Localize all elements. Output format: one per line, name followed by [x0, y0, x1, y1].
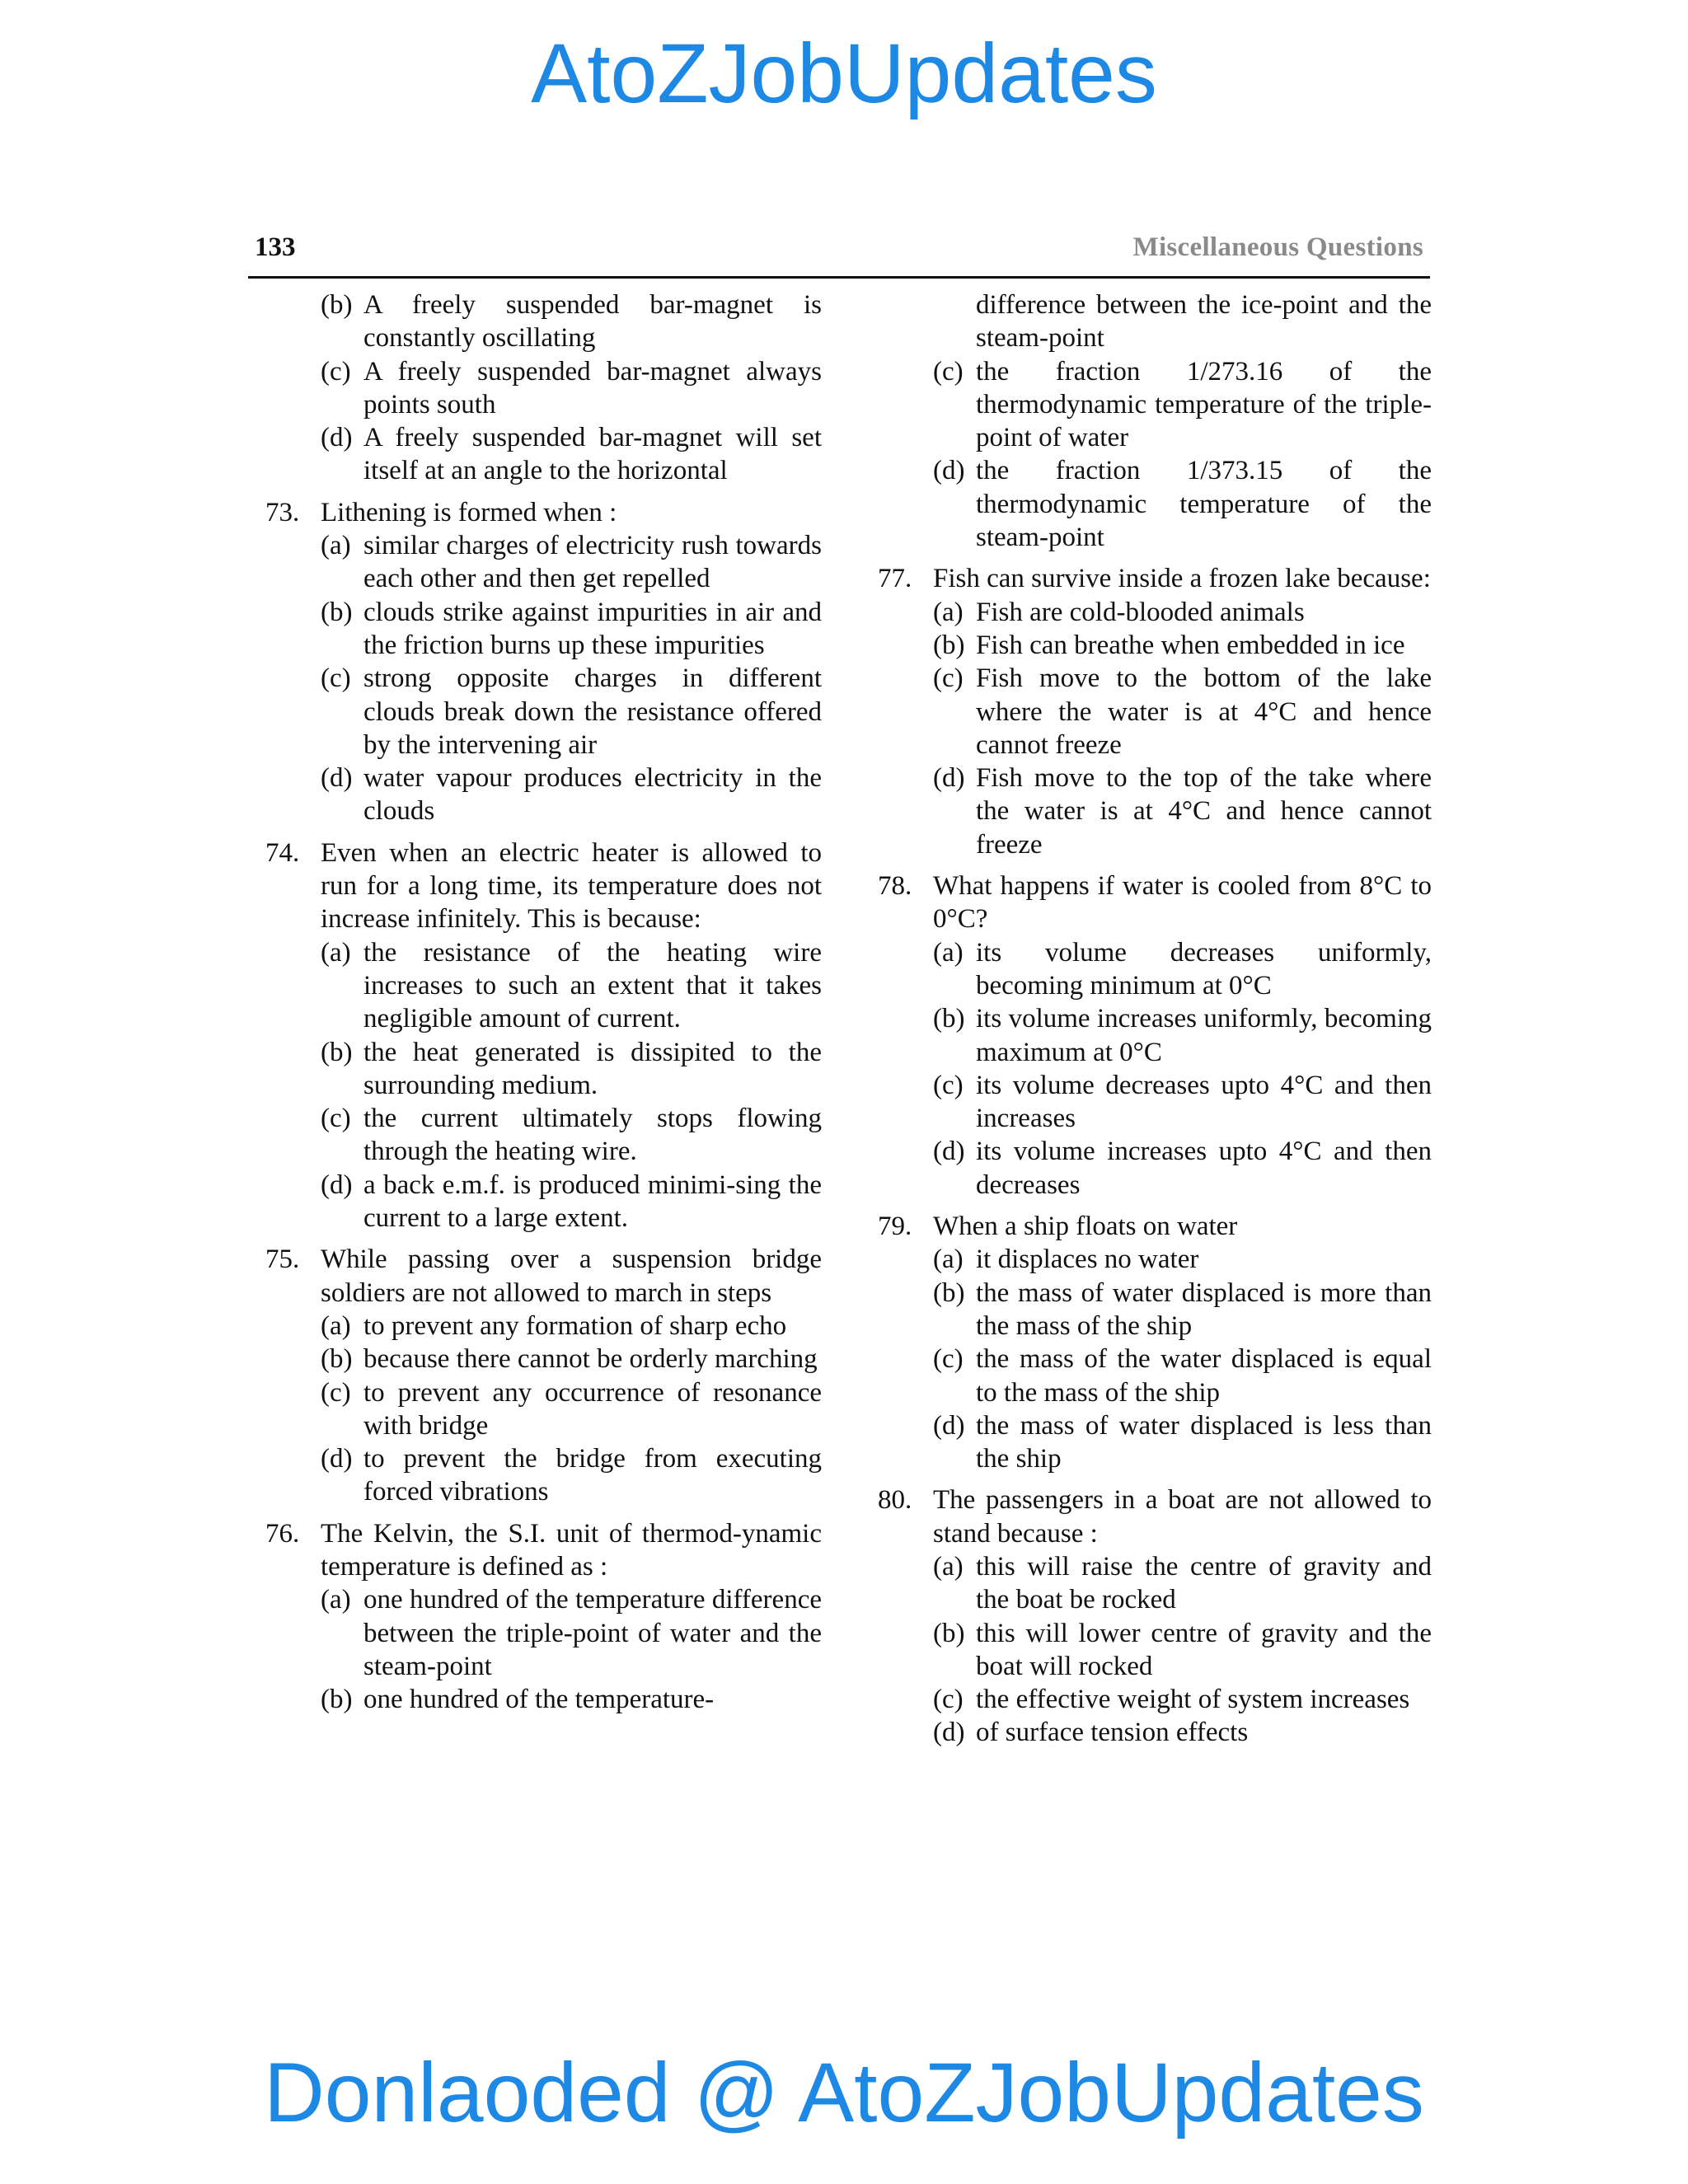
option-text: it displaces no water: [976, 1244, 1199, 1275]
option: [321, 1683, 822, 1716]
option-label: (a): [933, 1551, 964, 1582]
question-80: [878, 1483, 1432, 1749]
option-text: clouds strike against impurities in air and the friction burns up these impurities: [363, 597, 822, 660]
option-text: Fish are cold-blooded animals: [976, 597, 1305, 627]
question-number: 77.: [878, 564, 912, 594]
question-number: 73.: [265, 497, 300, 527]
option-label: (b): [321, 1685, 353, 1715]
option-text: the current ultimately stops flowing through the heating wire.: [363, 1104, 822, 1167]
option-label: (d): [321, 763, 353, 794]
option: [933, 1243, 1432, 1276]
option-text: water vapour produces electricity in the clouds: [363, 763, 822, 827]
option-text: to prevent the bridge from executing forced vibrations: [363, 1444, 822, 1507]
option-text: to prevent any occurrence of resonance with bridge: [363, 1377, 822, 1441]
question-text: When a ship floats on water: [933, 1212, 1238, 1242]
question-text: Fish can survive inside a frozen lake because:: [933, 564, 1431, 594]
option-label: (a): [933, 597, 964, 627]
question-75: [265, 1243, 822, 1508]
left-column: [265, 288, 822, 1716]
option-text: A freely suspended bar-magnet will set itself at an angle to the horizontal: [363, 423, 822, 486]
question-number: 76.: [265, 1518, 300, 1549]
option: [933, 629, 1432, 662]
option-text: the heat generated is dissipited to the surrounding medium.: [363, 1037, 822, 1100]
option: [321, 1310, 822, 1343]
option: [321, 1442, 822, 1509]
option: [933, 1135, 1432, 1202]
option-text: to prevent any formation of sharp echo: [363, 1310, 787, 1341]
option: [321, 1036, 822, 1103]
option-label: (b): [321, 1344, 353, 1375]
option-label: (c): [321, 663, 351, 694]
option-text: the fraction 1/273.16 of the thermodynamic temperature of the triple-point of water: [976, 356, 1432, 453]
option: [933, 1069, 1432, 1136]
option: [933, 1002, 1432, 1069]
option: [321, 1376, 822, 1443]
watermark-bottom: Donlaoded @ AtoZJobUpdates: [264, 2046, 1424, 2139]
option-label: (b): [933, 1618, 965, 1648]
header-rule: [248, 276, 1430, 279]
option: [933, 1409, 1432, 1476]
option-text: the resistance of the heating wire increases to such an extent that it takes negligible amount of current.: [363, 937, 822, 1034]
option: [933, 1277, 1432, 1343]
option: [321, 421, 822, 488]
question-text: The Kelvin, the S.I. unit of thermod-ynamic temperature is defined as :: [321, 1518, 822, 1582]
option: [321, 1102, 822, 1169]
question-text: Even when an electric heater is allowed to run for a long time, its temperature does not increase infinitely. This is because:: [321, 837, 822, 935]
page-number: 133: [255, 232, 296, 262]
option: [321, 529, 822, 596]
question-73: [265, 496, 822, 828]
option-text: the mass of water displaced is less than the ship: [976, 1410, 1432, 1474]
option-text: the mass of water displaced is more than the mass of the ship: [976, 1277, 1432, 1341]
continuation-text: difference between the ice-point and the steam-point: [976, 290, 1432, 354]
question-76: [265, 1517, 822, 1717]
option-label: (d): [321, 1169, 353, 1200]
question-74: [265, 837, 822, 1235]
option-label: (b): [933, 630, 965, 660]
option-text: its volume increases upto 4°C and then decreases: [976, 1137, 1432, 1200]
option-text: one hundred of the temperature difference between the triple-point of water and the steam-point: [363, 1585, 822, 1681]
option: [933, 762, 1432, 861]
option-label: (d): [933, 456, 965, 486]
option-text: similar charges of electricity rush towards each other and then get repelled: [363, 531, 822, 594]
option-label: (a): [933, 937, 964, 968]
option: [321, 762, 822, 828]
option-label: (a): [321, 937, 351, 968]
option-label: (d): [321, 423, 353, 453]
option-text: its volume decreases uniformly, becoming minimum at 0°C: [976, 937, 1432, 1001]
question-text: What happens if water is cooled from 8°C to 0°C?: [933, 871, 1432, 935]
option-label: (a): [321, 1310, 351, 1341]
carryover-right: [878, 288, 1432, 554]
option-label: (b): [933, 1004, 965, 1034]
option-text: this will lower centre of gravity and the boat will rocked: [976, 1618, 1432, 1681]
option-label: (d): [933, 763, 965, 794]
option-label: (d): [321, 1444, 353, 1474]
question-text: While passing over a suspension bridge soldiers are not allowed to march in steps: [321, 1244, 822, 1308]
option-text: Fish move to the bottom of the lake where the water is at 4°C and hence cannot freeze: [976, 663, 1432, 760]
option: [933, 1343, 1432, 1409]
option-text: this will raise the centre of gravity and the boat be rocked: [976, 1551, 1432, 1615]
option-label: (c): [933, 1070, 964, 1100]
option-text: one hundred of the temperature-: [363, 1685, 715, 1715]
question-number: 74.: [265, 837, 300, 868]
option: [321, 1169, 822, 1235]
option: [321, 288, 822, 355]
page-header: [248, 232, 1430, 282]
watermark-top: AtoZJobUpdates: [531, 26, 1157, 120]
option-label: (c): [321, 1104, 351, 1134]
question-text: Lithening is formed when :: [321, 497, 617, 527]
option-label: (c): [933, 663, 964, 694]
option-label: (c): [321, 356, 351, 387]
question-78: [878, 869, 1432, 1202]
question-number: 75.: [265, 1244, 300, 1275]
option-label: (c): [321, 1377, 351, 1408]
question-number: 80.: [878, 1485, 912, 1516]
option-text: a back e.m.f. is produced minimi-sing the current to a large extent.: [363, 1169, 822, 1234]
option: [321, 596, 822, 663]
option: [933, 1617, 1432, 1684]
question-number: 79.: [878, 1212, 912, 1242]
option: [321, 1583, 822, 1683]
option-label: (a): [933, 1244, 964, 1275]
option-text: A freely suspended bar-magnet is constantly oscillating: [363, 290, 822, 354]
option: [321, 355, 822, 422]
option-label: (b): [321, 597, 353, 627]
option-text: its volume increases uniformly, becoming maximum at 0°C: [976, 1004, 1432, 1067]
option-label: (b): [933, 1277, 965, 1308]
option-label: (d): [933, 1718, 965, 1748]
option-text: because there cannot be orderly marching: [363, 1344, 818, 1375]
option-label: (d): [933, 1410, 965, 1441]
option-label: (c): [933, 1344, 964, 1375]
option-text: Fish can breathe when embedded in ice: [976, 630, 1405, 660]
question-77: [878, 562, 1432, 861]
option-label: (b): [321, 1037, 353, 1067]
option-label: (d): [933, 1137, 965, 1167]
option-text: of surface tension effects: [976, 1718, 1249, 1748]
option: [933, 355, 1432, 455]
option-text: strong opposite charges in different clouds break down the resistance offered by the intervening air: [363, 663, 822, 760]
option: [933, 936, 1432, 1003]
option-continuation: [933, 288, 1432, 355]
option-text: the effective weight of system increases: [976, 1685, 1410, 1715]
option-label: (a): [321, 531, 351, 561]
option: [933, 1716, 1432, 1749]
question-number: 78.: [878, 871, 912, 902]
option: [321, 936, 822, 1036]
running-head: Miscellaneous Questions: [1132, 232, 1423, 262]
option-label: (c): [933, 1685, 964, 1715]
right-column: [878, 288, 1432, 1750]
option: [933, 1683, 1432, 1716]
option-label: (c): [933, 356, 964, 387]
option-text: its volume decreases upto 4°C and then increases: [976, 1070, 1432, 1134]
option-text: the mass of the water displaced is equal to the mass of the ship: [976, 1344, 1432, 1408]
option: [321, 1343, 822, 1376]
question-text: The passengers in a boat are not allowed to stand because :: [933, 1485, 1432, 1549]
question-79: [878, 1210, 1432, 1475]
option-label: (b): [321, 290, 353, 320]
carryover-options-left: [265, 288, 822, 488]
option: [933, 596, 1432, 629]
option: [933, 454, 1432, 554]
option-text: A freely suspended bar-magnet always points south: [363, 356, 822, 419]
option-text: Fish move to the top of the take where the water is at 4°C and hence cannot freeze: [976, 763, 1432, 860]
option-label: (a): [321, 1585, 351, 1615]
option-text: the fraction 1/373.15 of the thermodynamic temperature of the steam-point: [976, 456, 1432, 553]
option: [321, 662, 822, 762]
option: [933, 662, 1432, 762]
option: [933, 1550, 1432, 1617]
